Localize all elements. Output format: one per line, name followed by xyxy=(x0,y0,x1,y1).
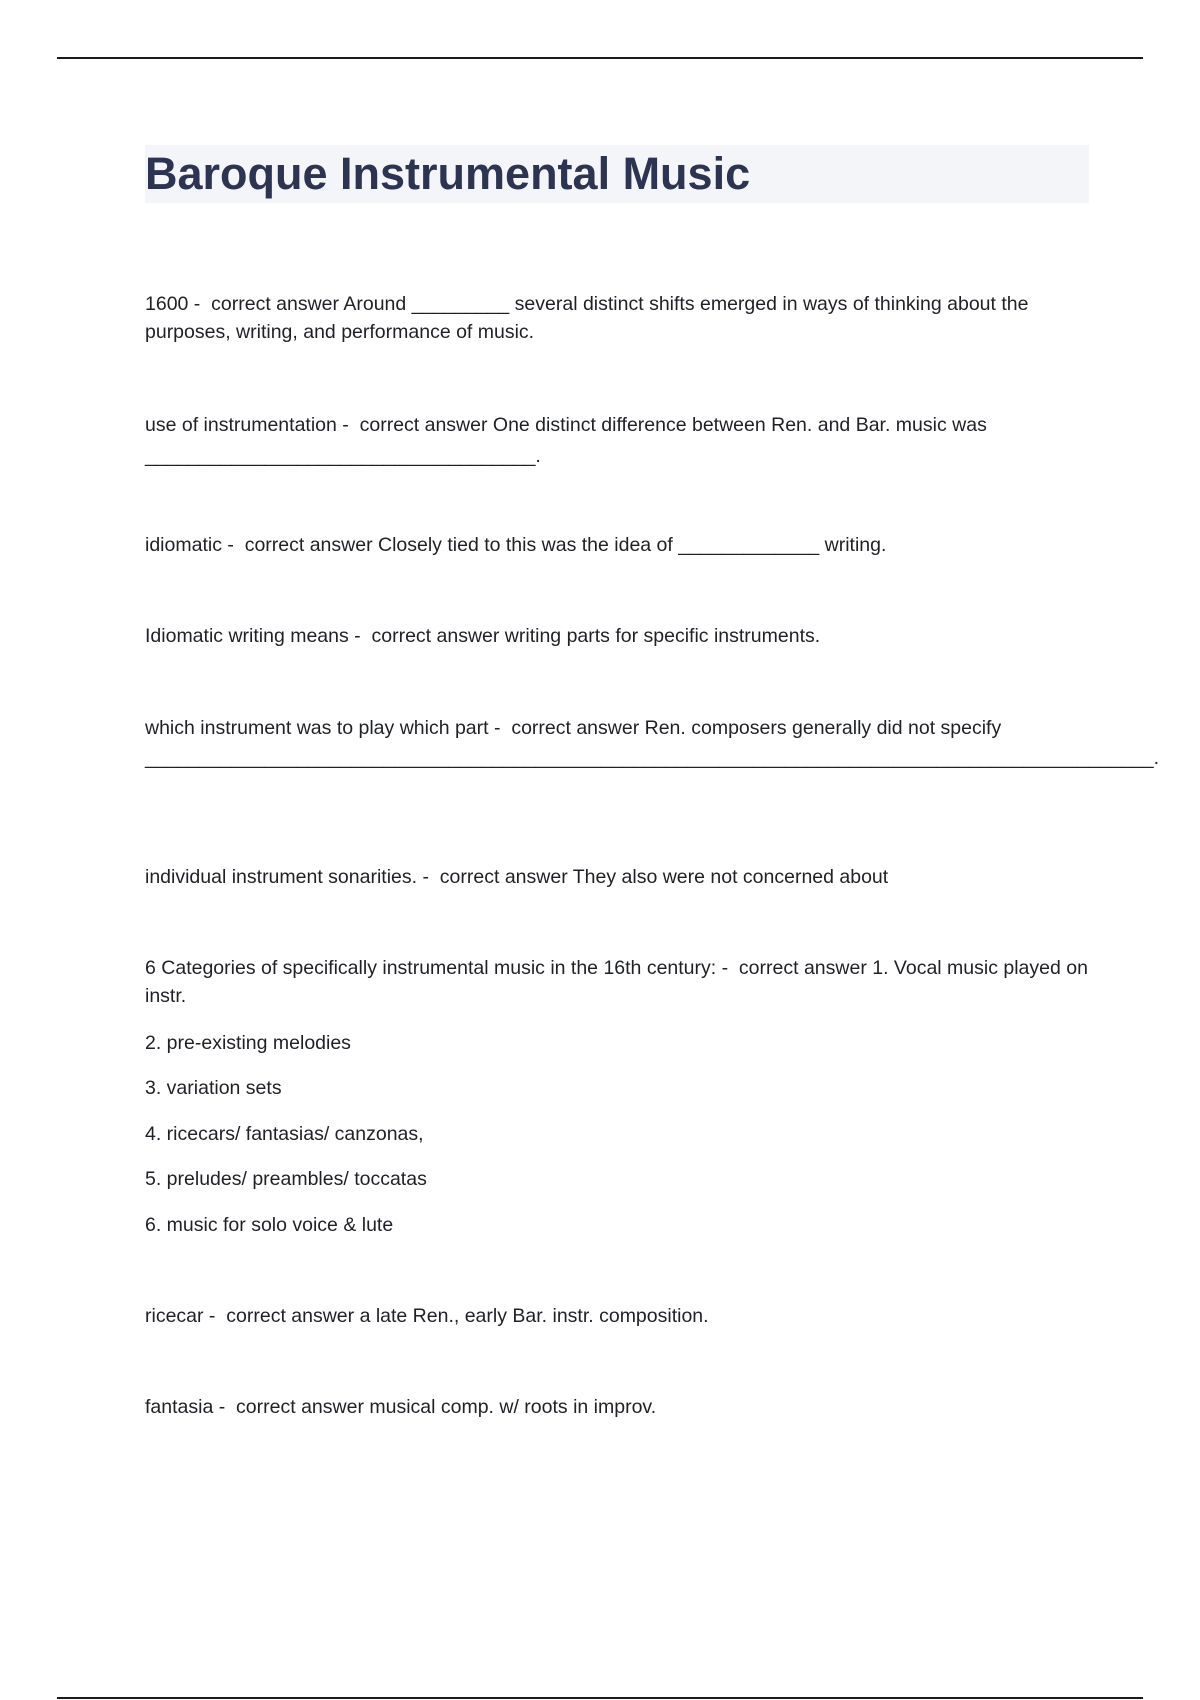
entry-term: which instrument was to play which part xyxy=(145,717,489,739)
entry-separator: - correct answer xyxy=(188,293,344,315)
entry-answer: Around _________ several distinct shifts emerged in ways of thinking about the purposes, writing, and performance of music. xyxy=(145,293,1029,343)
qa-entry xyxy=(145,713,1159,773)
page-title: Baroque Instrumental Music xyxy=(145,148,751,199)
entry-term: use of instrumentation xyxy=(145,414,337,436)
qa-entry xyxy=(145,1302,1090,1330)
qa-entry xyxy=(145,290,1090,346)
qa-entry xyxy=(145,1393,1090,1421)
entry-term: idiomatic xyxy=(145,534,222,556)
list-item: 4. ricecars/ fantasias/ canzonas, xyxy=(145,1123,424,1145)
entry-separator: - correct answer xyxy=(716,957,873,979)
entry-separator: - correct answer xyxy=(417,866,573,888)
qa-entry xyxy=(145,531,1090,559)
entry-answer: Ren. composers generally did not specify _____________________________________________________________________________________________. xyxy=(145,717,1159,769)
entry-separator: - correct answer xyxy=(221,534,378,556)
top-rule xyxy=(57,57,1143,59)
list-item: 2. pre-existing melodies xyxy=(145,1032,351,1054)
entry-separator: - correct answer xyxy=(348,625,505,647)
entry-term: individual instrument sonarities. xyxy=(145,866,418,888)
entry-separator: - correct answer xyxy=(213,1396,370,1418)
entry-separator: - correct answer xyxy=(203,1305,360,1327)
entry-term: 6 Categories of specifically instrumental music in the 16th century: xyxy=(145,957,717,979)
entry-term: Idiomatic writing means xyxy=(145,625,349,647)
qa-entry xyxy=(145,622,1090,650)
entry-term: ricecar xyxy=(145,1305,204,1327)
entry-term: fantasia xyxy=(145,1396,214,1418)
qa-entry xyxy=(145,863,1090,891)
entry-answer: musical comp. w/ roots in improv. xyxy=(369,1396,657,1418)
list-item: 5. preludes/ preambles/ toccatas xyxy=(145,1168,427,1190)
entry-answer: 1. Vocal music played on instr. xyxy=(145,957,1088,1007)
entry-answer: a late Ren., early Bar. instr. composition. xyxy=(359,1305,709,1327)
bottom-rule xyxy=(57,1697,1143,1699)
entry-separator: - correct answer xyxy=(336,414,493,436)
entry-answer: writing parts for specific instruments. xyxy=(504,625,821,647)
qa-entry xyxy=(145,954,1090,1010)
list-item: 3. variation sets xyxy=(145,1077,282,1099)
list-item: 6. music for solo voice & lute xyxy=(145,1214,394,1236)
entry-term: 1600 xyxy=(145,293,189,315)
entry-answer: Closely tied to this was the idea of _____________ writing. xyxy=(378,534,887,556)
entry-separator: - correct answer xyxy=(488,717,645,739)
entry-answer: One distinct difference between Ren. and Bar. music was ____________________________________. xyxy=(145,414,987,467)
qa-entry xyxy=(145,410,1090,472)
entry-answer: They also were not concerned about xyxy=(572,866,889,888)
